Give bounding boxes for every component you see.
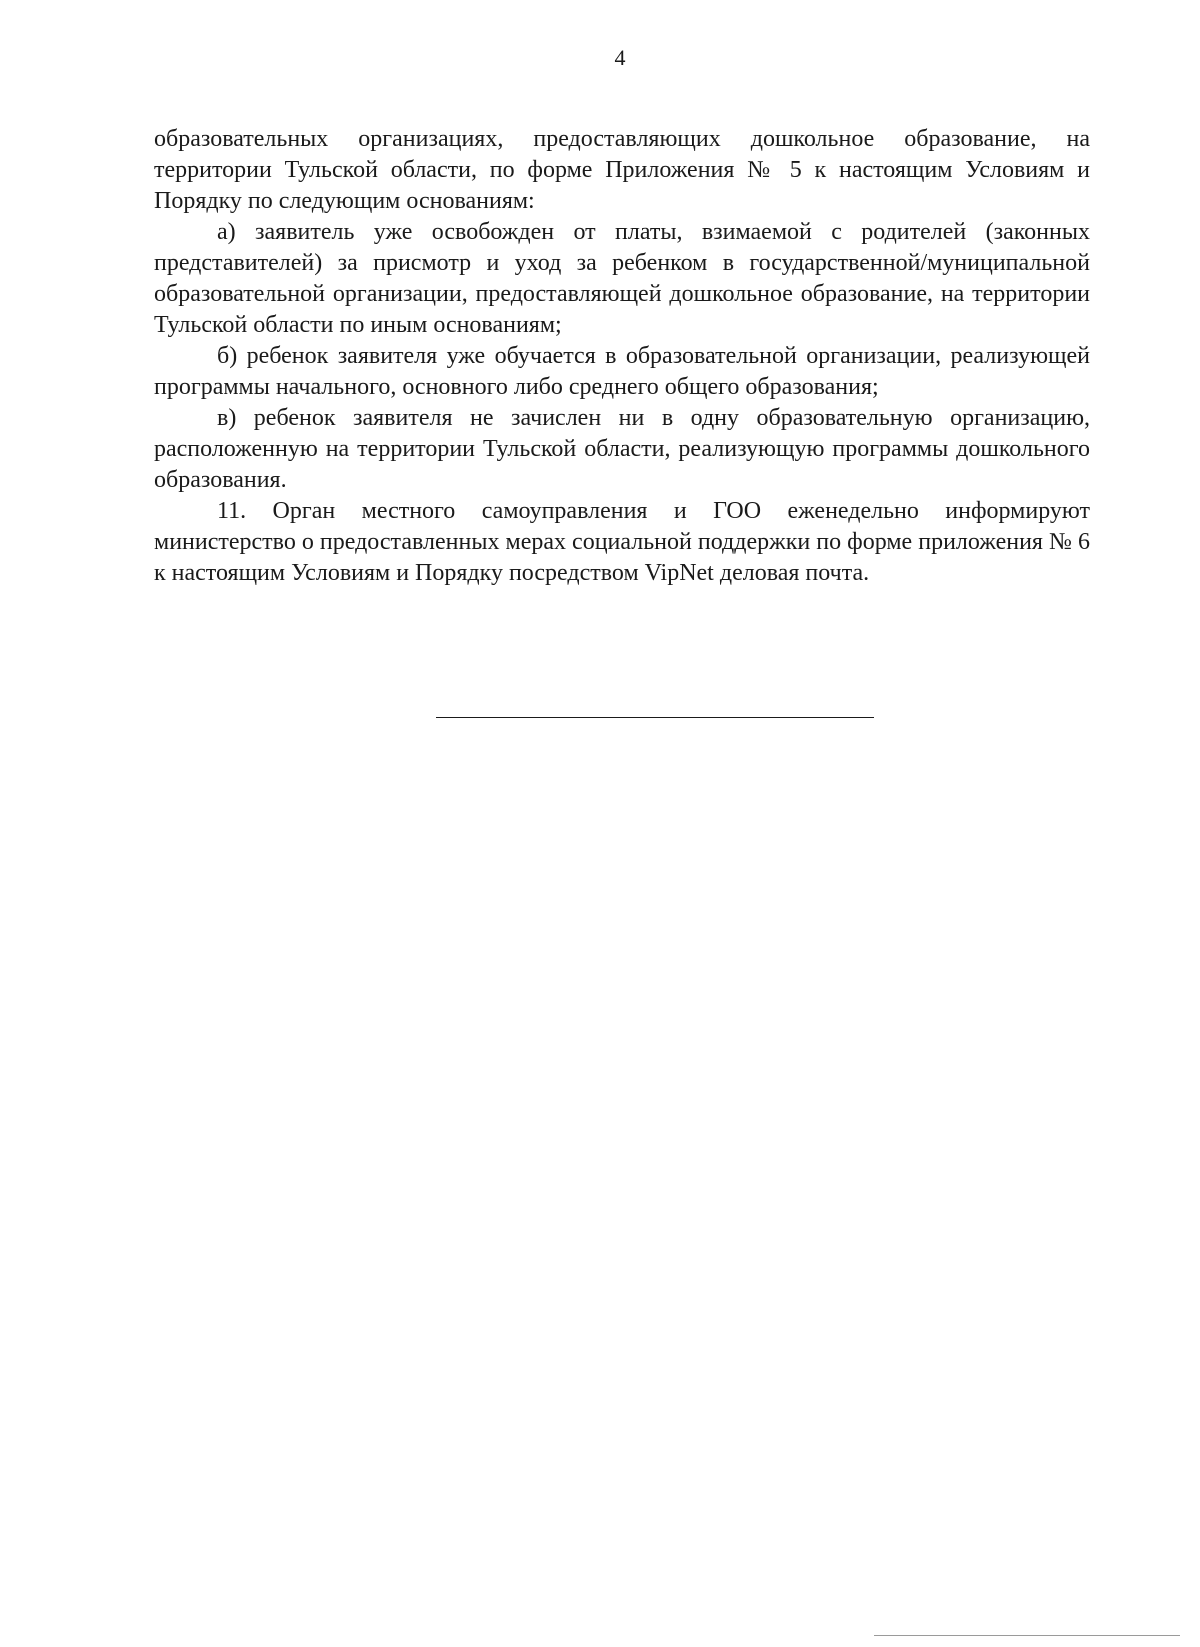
paragraph-item-v: в) ребенок заявителя не зачислен ни в одну образовательную организацию, расположенную на территории Тульской области, реализующую программы дошкольного образования. [154,405,1090,493]
footer-scan-line [874,1635,1180,1636]
end-of-text-rule [436,717,874,718]
paragraph-intro: образовательных организациях, предоставляющих дошкольное образование, на территории Тульской области, по форме Приложения № 5 к настоящим Условиям и Порядку по следующим основаниям: [154,126,1090,214]
page-number: 4 [614,45,626,70]
paragraph-item-b: б) ребенок заявителя уже обучается в образовательной организации, реализующей программы начального, основного либо среднего общего образования; [154,343,1090,400]
paragraph-item-a: а) заявитель уже освобожден от платы, взимаемой с родителей (законных представителей) за присмотр и уход за ребенком в государственной/муниципальной образовательной организации, предоставляющей дошкольное образование, на территории Тульской области по иным основаниям; [154,219,1090,338]
paragraph-clause-11: 11. Орган местного самоуправления и ГОО еженедельно информируют министерство о предоставленных мерах социальной поддержки по форме приложения № 6 к настоящим Условиям и Порядку посредством VipNet деловая почта. [154,498,1090,586]
document-body [154,124,1090,589]
